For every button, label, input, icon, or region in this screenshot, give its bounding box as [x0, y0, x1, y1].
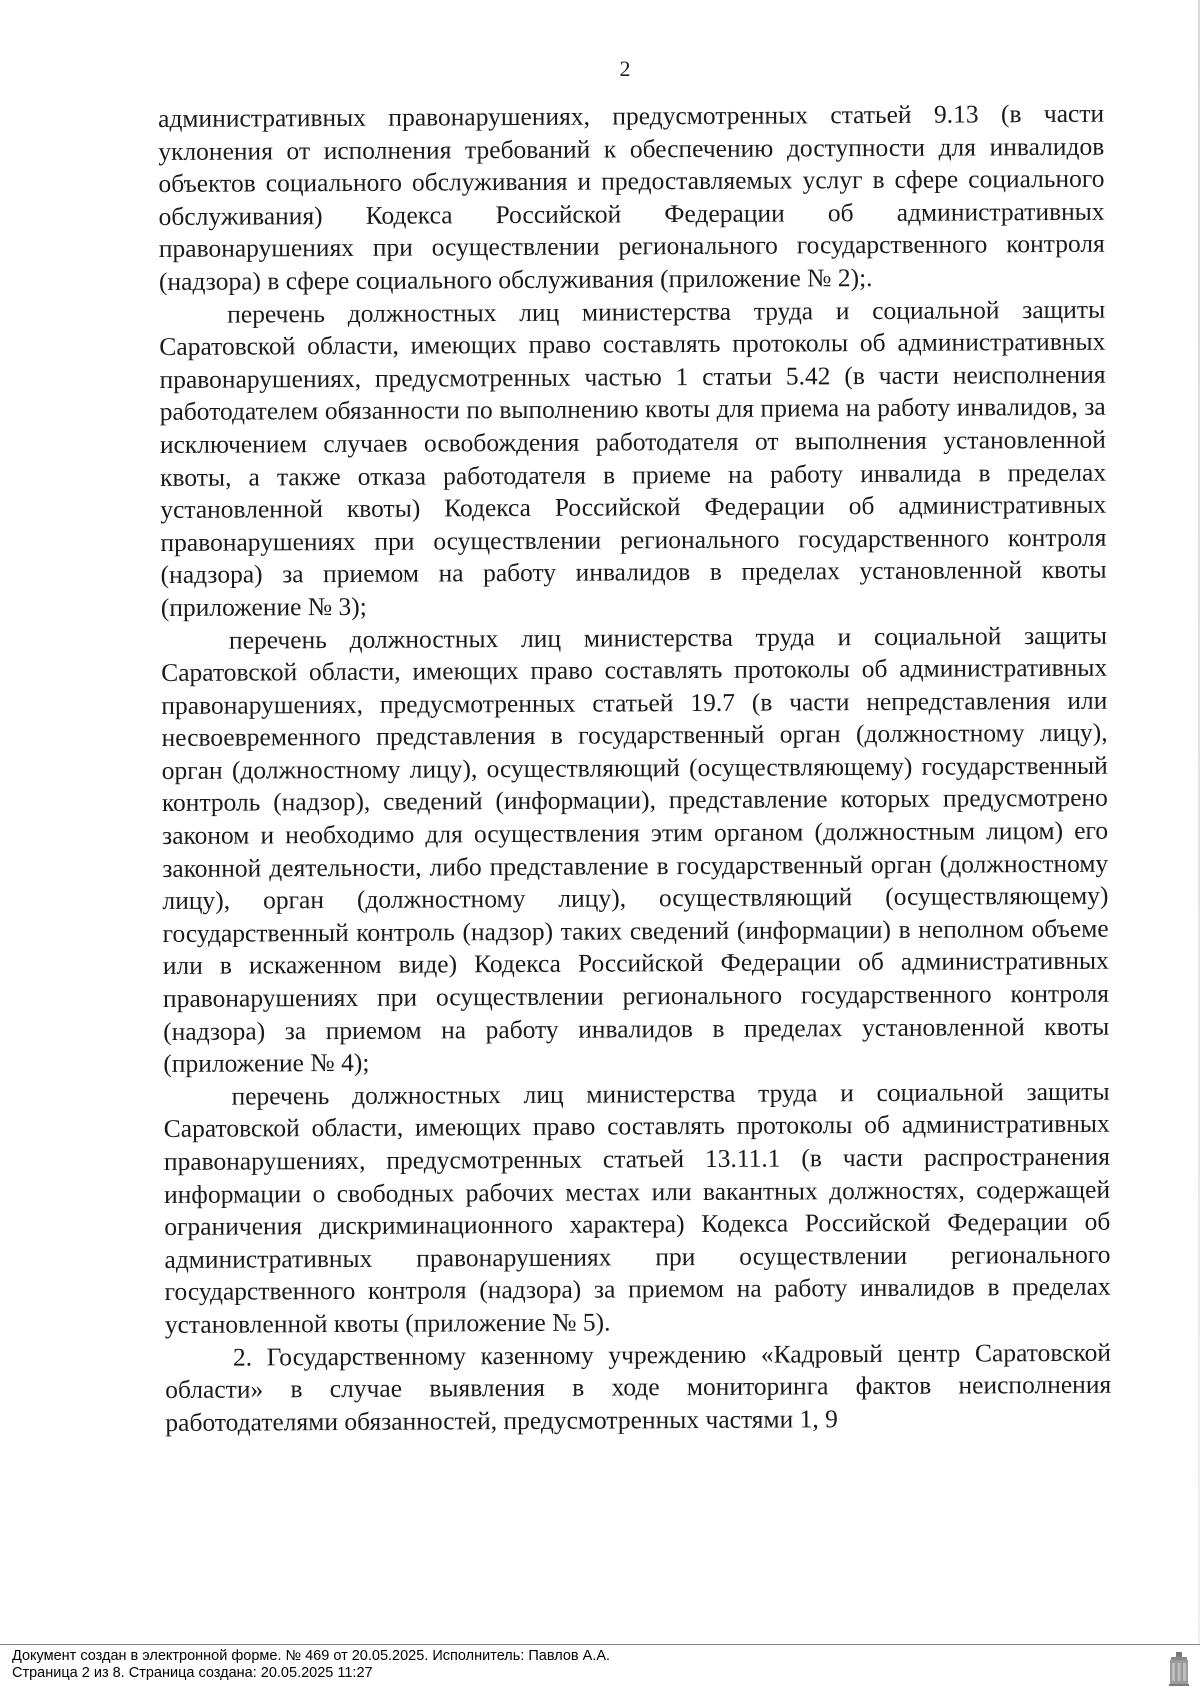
page-number: 2 — [619, 56, 631, 81]
document-stamp-icon — [1168, 1651, 1190, 1687]
paragraph-list-item-5: перечень должностных лиц министерства труда и социальной защиты Саратовской области, имеющих право составлять протоколы об административных правонарушениях, предусмотренных статьей 13.11.1 (в части распространения информации о свободных рабочих местах или вакантных должностях, содержащей ограничения дискриминационного характера) Кодекса Российской Федерации об административных правонарушениях при осуществлении регионального государственного контроля (надзора) за приемом на работу инвалидов в пределах установленной квоты (приложение № 5). — [163, 1076, 1111, 1339]
paragraph-clause-2: 2. Государственному казенному учреждению «Кадровый центр Саратовской области» в случае выявления в ходе мониторинга фактов неисполнения работодателями обязанностей, предусмотренных частями 1, 9 — [165, 1337, 1112, 1437]
paragraph-list-item-3: перечень должностных лиц министерства труда и социальной защиты Саратовской области, имеющих право составлять протоколы об административных правонарушениях, предусмотренных частью 1 статьи 5.42 (в части неисполнения работодателем обязанности по выполнению квоты для приема на работу инвалидов, за исключением случаев освобождения работодателя от выполнения установленной квоты, а также отказа работодателя в приеме на работу инвалида в пределах установленной квоты) Кодекса Российской Федерации об административных правонарушениях при осуществлении регионального государственного контроля (надзора) за приемом на работу инвалидов в пределах установленной квоты (приложение № 3); — [159, 294, 1107, 622]
footer-info — [12, 1648, 610, 1682]
paragraph-list-item-4: перечень должностных лиц министерства труда и социальной защиты Саратовской области, имеющих право составлять протоколы об административных правонарушениях, предусмотренных статьей 19.7 (в части непредставления или несвоевременного представления в государственный орган (должностному лицу), орган (должностному лицу), осуществляющий (осуществляющему) государственный контроль (надзор), сведений (информации), представление которых предусмотрено законом и необходимо для осуществления этим органом (должностным лицом) его законной деятельности, либо представление в государственный орган (должностному лицу), орган (должностному лицу), осуществляющий (осуществляющему) государственный контроль (надзор) таких сведений (информации) в неполном объеме или в искаженном виде) Кодекса Российской Федерации об административных правонарушениях при осуществлении регионального государственного контроля (надзора) за приемом на работу инвалидов в пределах установленной квоты (приложение № 4); — [161, 620, 1110, 1079]
footer-document-info: Документ создан в электронной форме. № 469 от 20.05.2025. Исполнитель: Павлов А.А. — [12, 1648, 611, 1664]
document-body — [158, 98, 1111, 1440]
footer-page-info: Страница 2 из 8. Страница создана: 20.05.2025 11:27 — [12, 1665, 373, 1681]
paragraph-continuation: административных правонарушениях, предусмотренных статьей 9.13 (в части уклонения от исполнения требований к обеспечению доступности для инвалидов объектов социального обслуживания и предоставляемых услуг в сфере социального обслуживания) Кодекса Российской Федерации об административных правонарушениях при осуществлении регионального государственного контроля (надзора) в сфере социального обслуживания (приложение № 2);. — [158, 98, 1105, 296]
